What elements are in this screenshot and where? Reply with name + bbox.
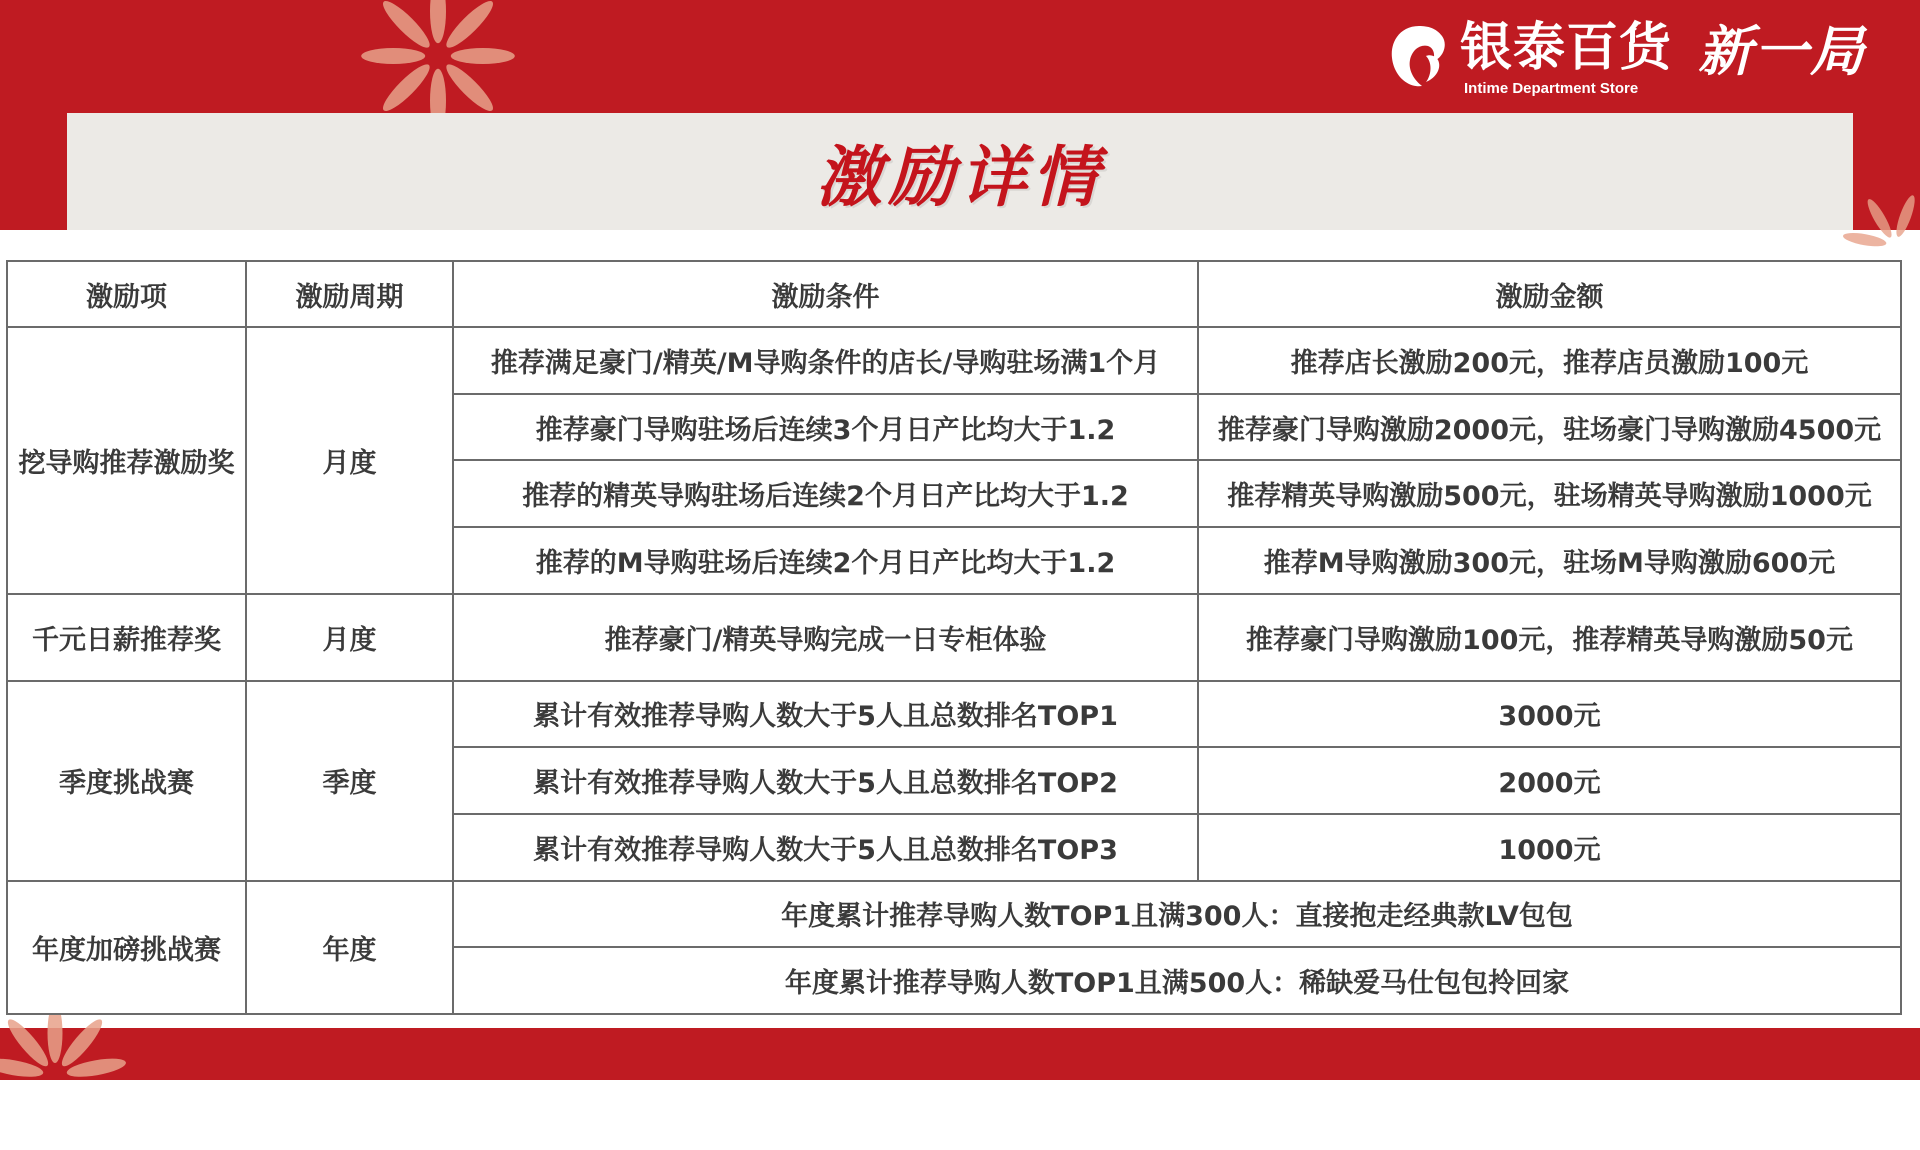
header-condition: 激励条件 [453,261,1198,327]
header-amount: 激励金额 [1198,261,1901,327]
condition-cell: 推荐满足豪门/精英/M导购条件的店长/导购驻场满1个月 [453,327,1198,394]
amount-cell: 推荐豪门导购激励2000元，驻场豪门导购激励4500元 [1198,394,1901,461]
amount-cell: 推荐店长激励200元，推荐店员激励100元 [1198,327,1901,394]
condition-cell: 推荐的精英导购驻场后连续2个月日产比均大于1.2 [453,460,1198,527]
brand-slogan: 新一局 [1698,20,1866,83]
incentive-period-cell: 月度 [246,594,453,681]
amount-cell: 3000元 [1198,681,1901,748]
incentive-item-cell: 千元日薪推荐奖 [7,594,246,681]
amount-cell: 推荐精英导购激励500元，驻场精英导购激励1000元 [1198,460,1901,527]
condition-cell: 累计有效推荐导购人数大于5人且总数排名TOP2 [453,747,1198,814]
incentive-item-cell: 年度加磅挑战赛 [7,881,246,1014]
amount-cell: 推荐豪门导购激励100元，推荐精英导购激励50元 [1198,594,1901,681]
amount-cell: 1000元 [1198,814,1901,881]
intime-logo-icon [1386,22,1452,94]
table-row [7,327,1901,394]
condition-cell: 推荐豪门/精英导购完成一日专柜体验 [453,594,1198,681]
condition-cell: 累计有效推荐导购人数大于5人且总数排名TOP1 [453,681,1198,748]
brand-subtitle: Intime Department Store [1464,80,1639,97]
table-header-row [7,261,1901,327]
incentive-table-container [6,260,1900,1015]
header-period: 激励周期 [246,261,453,327]
bottom-red-band [0,1028,1920,1080]
incentive-period-cell: 季度 [246,681,453,881]
brand-header [1382,14,1902,104]
incentive-period-cell: 月度 [246,327,453,594]
table-row [7,594,1901,681]
merged-reward-cell: 年度累计推荐导购人数TOP1且满300人：直接抱走经典款LV包包 [453,881,1901,948]
condition-cell: 累计有效推荐导购人数大于5人且总数排名TOP3 [453,814,1198,881]
table-row [7,881,1901,948]
brand-name: 银泰百货 [1460,18,1673,78]
title-banner [67,113,1853,230]
condition-cell: 推荐豪门导购驻场后连续3个月日产比均大于1.2 [453,394,1198,461]
amount-cell: 2000元 [1198,747,1901,814]
incentive-table [6,260,1902,1015]
condition-cell: 推荐的M导购驻场后连续2个月日产比均大于1.2 [453,527,1198,594]
table-row [7,681,1901,748]
incentive-item-cell: 挖导购推荐激励奖 [7,327,246,594]
incentive-item-cell: 季度挑战赛 [7,681,246,881]
amount-cell: 推荐M导购激励300元，驻场M导购激励600元 [1198,527,1901,594]
incentive-period-cell: 年度 [246,881,453,1014]
page-title: 激励详情 [816,139,1104,216]
header-item: 激励项 [7,261,246,327]
flower-decoration-icon [0,1000,130,1150]
merged-reward-cell: 年度累计推荐导购人数TOP1且满500人：稀缺爱马仕包包拎回家 [453,947,1901,1014]
